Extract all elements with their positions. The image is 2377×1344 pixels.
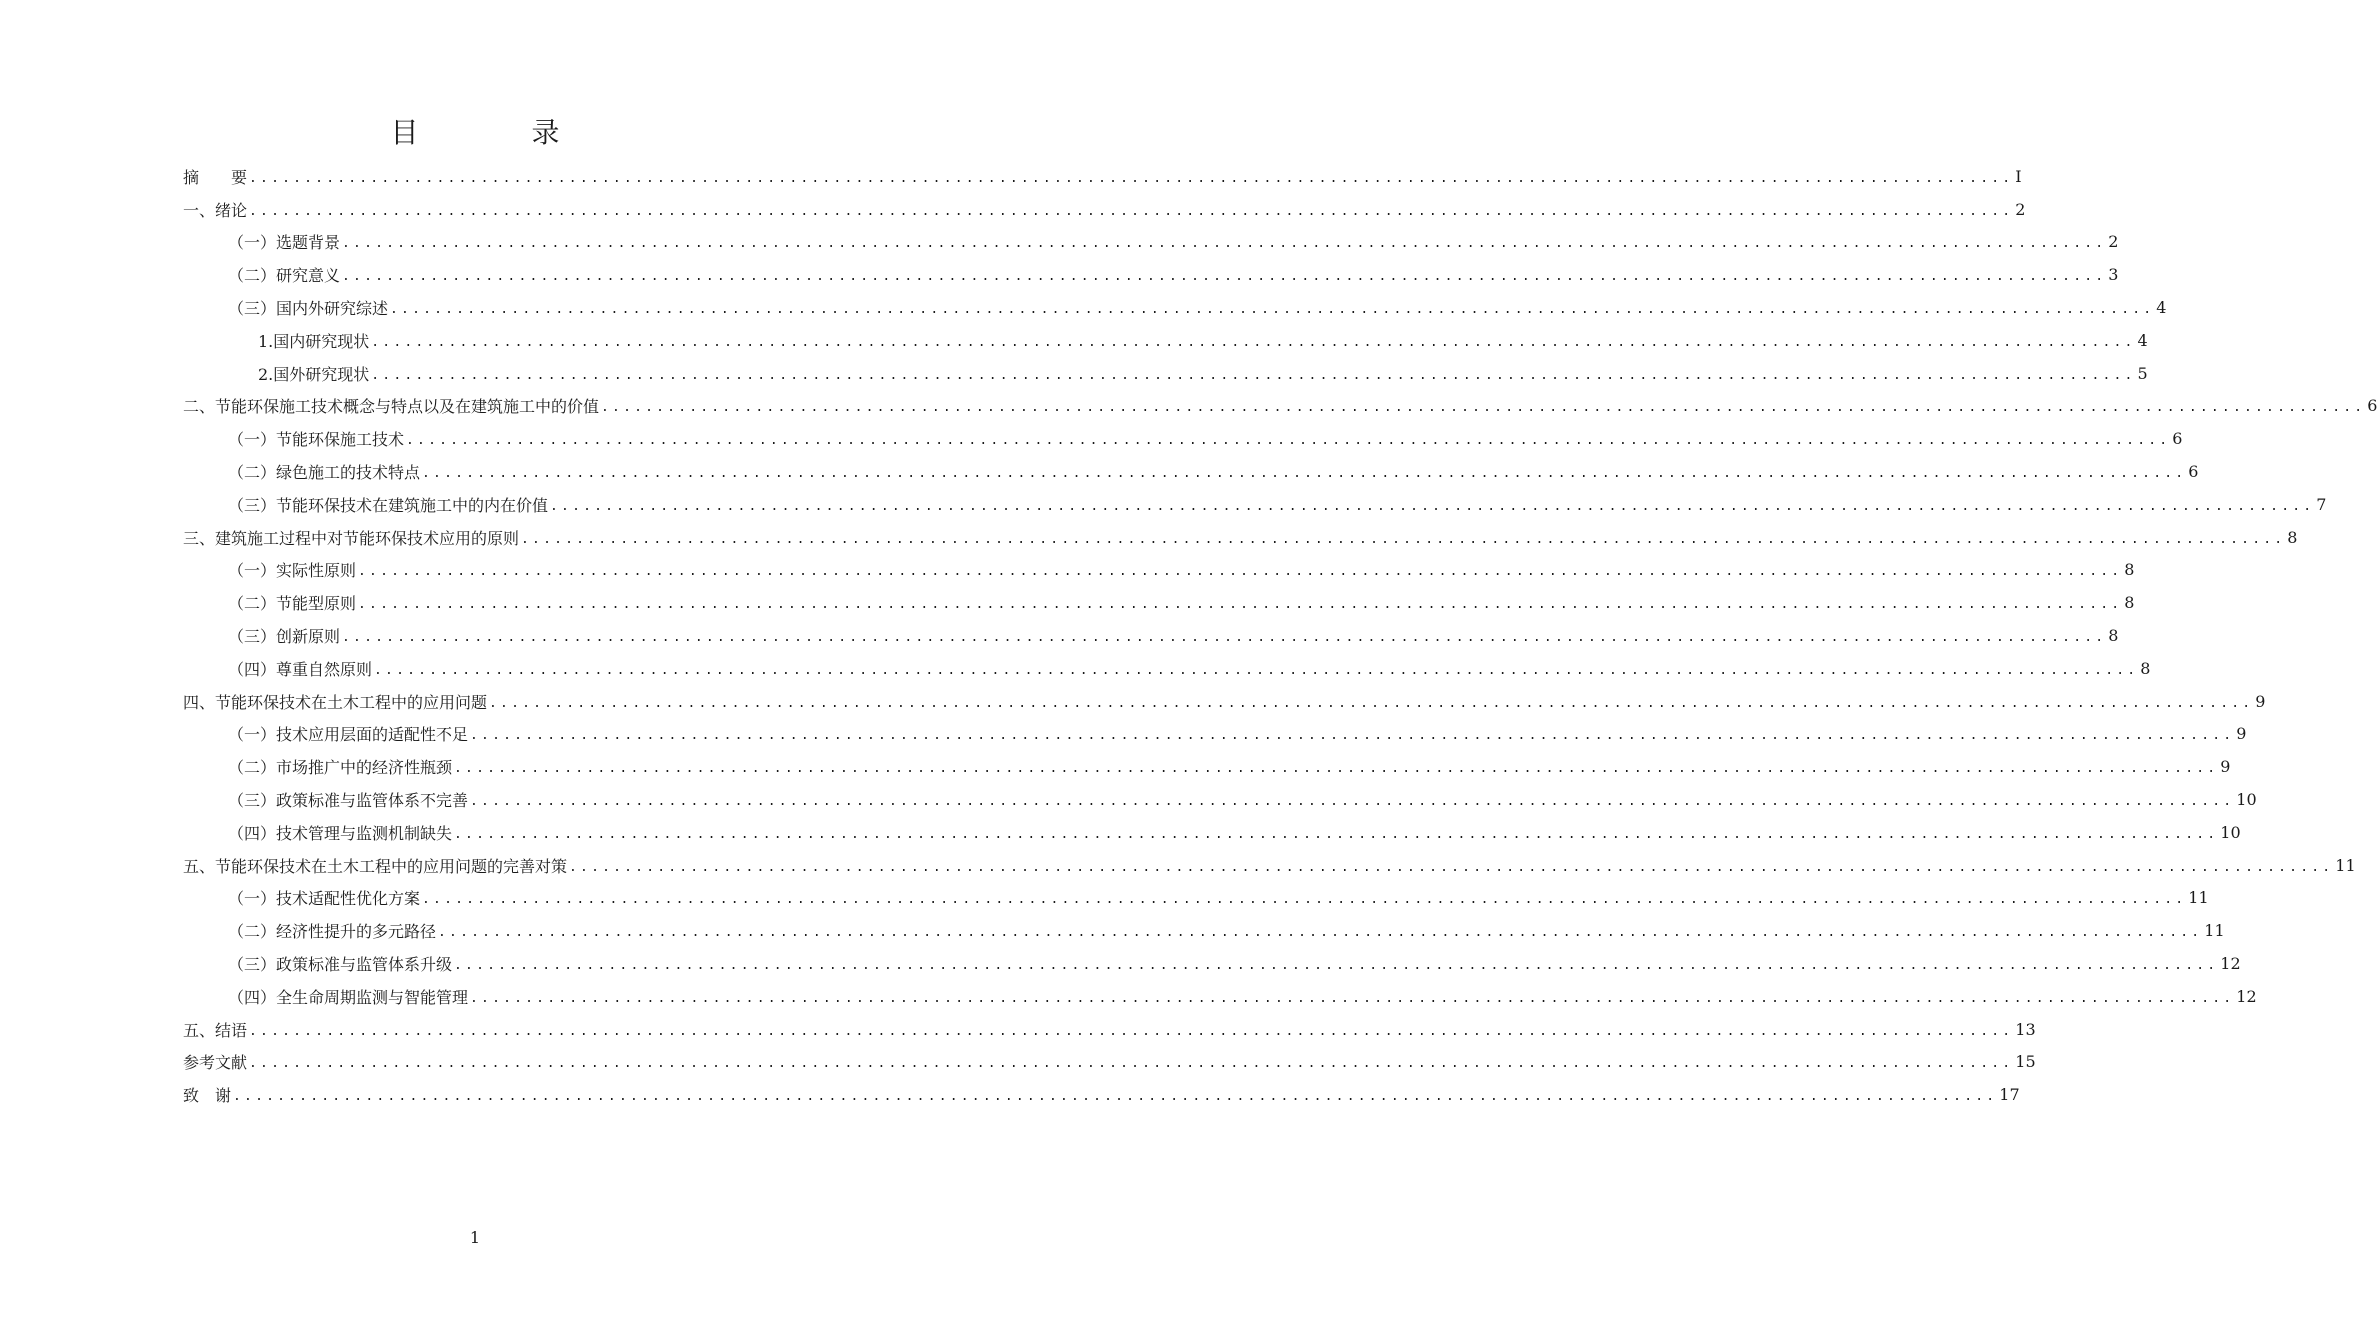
toc-entry-title: 参考文献	[183, 1053, 248, 1073]
toc-entry-page: 12	[2220, 954, 2241, 974]
toc-dot-leader: ................................................................................................................................................................	[406, 433, 2171, 449]
toc-dot-leader: ................................................................................................................................................................	[454, 958, 2219, 974]
toc-entry[interactable]	[183, 357, 2148, 390]
toc-dot-leader: ................................................................................................................................................................	[249, 1056, 2014, 1072]
toc-entry-title: （三）国内外研究综述	[228, 299, 389, 319]
toc-entry-page: 8	[2287, 527, 2298, 547]
toc-entry[interactable]	[183, 1013, 2036, 1046]
toc-dot-leader: ................................................................................................................................................................	[454, 761, 2219, 777]
toc-entry-page: 6	[2188, 462, 2199, 482]
toc-entry-page: 9	[2236, 724, 2247, 744]
toc-entry-title: （二）节能型原则	[228, 594, 357, 614]
toc-entry-title: （二）研究意义	[228, 266, 341, 286]
toc-entry-title: 三、建筑施工过程中对节能环保技术应用的原则	[183, 528, 520, 548]
toc-entry-title: （一）节能环保施工技术	[228, 430, 405, 450]
toc-entry-page: 8	[2124, 560, 2135, 580]
toc-entry-page: 13	[2015, 1019, 2036, 1039]
toc-entry-title: （二）市场推广中的经济性瓶颈	[228, 758, 453, 778]
toc-entry[interactable]	[183, 226, 2119, 259]
toc-entry-title: 二、节能环保施工技术概念与特点以及在建筑施工中的价值	[183, 397, 600, 417]
toc-entry-page: 4	[2156, 298, 2167, 318]
toc-dot-leader: ................................................................................................................................................................	[374, 662, 2139, 678]
toc-entry-title: 致 谢	[183, 1086, 232, 1106]
toc-entry-title: （三）节能环保技术在建筑施工中的内在价值	[228, 495, 549, 515]
toc-entry-title: 一、绪论	[183, 200, 248, 220]
toc-entry[interactable]	[183, 422, 2183, 455]
toc-entry[interactable]	[183, 390, 2377, 423]
toc-dot-leader: ................................................................................................................................................................	[470, 728, 2235, 744]
toc-dot-leader: ................................................................................................................................................................	[438, 925, 2203, 941]
toc-entry-page: 10	[2236, 790, 2257, 810]
toc-dot-leader: ................................................................................................................................................................	[422, 892, 2187, 908]
toc-entry-page: 8	[2140, 658, 2151, 678]
toc-dot-leader: ................................................................................................................................................................	[390, 302, 2155, 318]
toc-entry[interactable]	[183, 554, 2135, 587]
toc-entry-page: 2	[2015, 199, 2026, 219]
toc-entry-title: （一）实际性原则	[228, 561, 357, 581]
toc-dot-leader: ................................................................................................................................................................	[489, 695, 2254, 711]
toc-entry-page: 11	[2335, 855, 2356, 875]
toc-entry[interactable]	[183, 455, 2199, 488]
toc-entry[interactable]	[183, 882, 2209, 915]
toc-entry[interactable]	[183, 619, 2119, 652]
toc-entry[interactable]	[183, 750, 2231, 783]
toc-entry-page: 10	[2220, 822, 2241, 842]
toc-dot-leader: ................................................................................................................................................................	[358, 597, 2123, 613]
page-number: 1	[469, 1228, 481, 1247]
toc-entry-page: 15	[2015, 1052, 2036, 1072]
toc-entry[interactable]	[183, 980, 2257, 1013]
toc-entry-title: 五、节能环保技术在土木工程中的应用问题的完善对策	[183, 856, 568, 876]
toc-entry[interactable]	[183, 718, 2247, 751]
toc-dot-leader: ................................................................................................................................................................	[550, 498, 2315, 514]
toc-dot-leader: ................................................................................................................................................................	[249, 1023, 2014, 1039]
toc-entry[interactable]	[183, 586, 2135, 619]
toc-entry[interactable]	[183, 849, 2356, 882]
toc-entry[interactable]	[183, 783, 2257, 816]
toc-dot-leader: ................................................................................................................................................................	[342, 236, 2107, 252]
toc-dot-leader: ................................................................................................................................................................	[569, 859, 2334, 875]
toc-entry[interactable]	[183, 947, 2241, 980]
toc-dot-leader: ................................................................................................................................................................	[521, 531, 2286, 547]
toc-dot-leader: ................................................................................................................................................................	[358, 564, 2123, 580]
toc-entry-page: 17	[1999, 1085, 2020, 1105]
toc-entry-page: 2	[2108, 232, 2119, 252]
toc-entry[interactable]	[183, 652, 2151, 685]
toc-dot-leader: ................................................................................................................................................................	[454, 826, 2219, 842]
toc-entry-page: 11	[2188, 888, 2209, 908]
table-of-contents	[183, 160, 2377, 1111]
toc-dot-leader: ................................................................................................................................................................	[470, 990, 2235, 1006]
toc-dot-leader: ................................................................................................................................................................	[371, 334, 2136, 350]
toc-entry-page: 8	[2108, 626, 2119, 646]
toc-entry-page: 3	[2108, 265, 2119, 285]
toc-entry-page: 5	[2137, 363, 2148, 383]
toc-entry-title: （三）政策标准与监管体系升级	[228, 955, 453, 975]
toc-entry-title: 五、结语	[183, 1020, 248, 1040]
toc-entry[interactable]	[183, 324, 2148, 357]
toc-entry-title: （二）绿色施工的技术特点	[228, 463, 421, 483]
toc-entry-title: （一）技术适配性优化方案	[228, 889, 421, 909]
toc-entry-page: 9	[2255, 691, 2266, 711]
toc-entry[interactable]	[183, 193, 2026, 226]
toc-entry[interactable]	[183, 816, 2241, 849]
toc-entry-page: 4	[2137, 330, 2148, 350]
toc-dot-leader: ................................................................................................................................................................	[342, 630, 2107, 646]
page-title: 目 录	[390, 116, 612, 149]
toc-entry-page: 11	[2204, 921, 2225, 941]
toc-entry-page: 8	[2124, 593, 2135, 613]
toc-entry[interactable]	[183, 1046, 2036, 1079]
toc-entry-title: 摘 要	[183, 167, 248, 187]
toc-dot-leader: ................................................................................................................................................................	[601, 400, 2366, 416]
toc-dot-leader: ................................................................................................................................................................	[233, 1089, 1998, 1105]
toc-entry-title: （一）选题背景	[228, 233, 341, 253]
toc-entry-title: 2.国外研究现状	[258, 364, 370, 384]
toc-dot-leader: ................................................................................................................................................................	[342, 269, 2107, 285]
toc-dot-leader: ................................................................................................................................................................	[249, 203, 2014, 219]
toc-entry-page: I	[2015, 166, 2022, 186]
toc-entry[interactable]	[183, 160, 2022, 193]
toc-entry[interactable]	[183, 258, 2119, 291]
toc-entry[interactable]	[183, 685, 2266, 718]
toc-dot-leader: ................................................................................................................................................................	[422, 466, 2187, 482]
toc-dot-leader: ................................................................................................................................................................	[371, 367, 2136, 383]
toc-entry-title: （三）政策标准与监管体系不完善	[228, 791, 469, 811]
toc-entry-title: 1.国内研究现状	[258, 331, 370, 351]
toc-entry-title: （二）经济性提升的多元路径	[228, 922, 437, 942]
toc-entry-page: 9	[2220, 757, 2231, 777]
toc-entry-page: 7	[2316, 494, 2327, 514]
toc-entry-page: 6	[2367, 396, 2377, 416]
toc-entry[interactable]	[183, 1078, 2020, 1111]
toc-entry-title: 四、节能环保技术在土木工程中的应用问题	[183, 692, 488, 712]
toc-entry-title: （四）全生命周期监测与智能管理	[228, 987, 469, 1007]
toc-entry-title: （四）尊重自然原则	[228, 659, 373, 679]
toc-entry[interactable]	[183, 521, 2298, 554]
toc-entry[interactable]	[183, 291, 2167, 324]
toc-entry-title: （三）创新原则	[228, 627, 341, 647]
toc-entry-page: 6	[2172, 429, 2183, 449]
toc-entry[interactable]	[183, 488, 2327, 521]
toc-entry-page: 12	[2236, 986, 2257, 1006]
toc-entry-title: （四）技术管理与监测机制缺失	[228, 823, 453, 843]
toc-dot-leader: ................................................................................................................................................................	[470, 794, 2235, 810]
toc-dot-leader: ................................................................................................................................................................	[249, 170, 2014, 186]
toc-entry[interactable]	[183, 914, 2225, 947]
toc-entry-title: （一）技术应用层面的适配性不足	[228, 725, 469, 745]
